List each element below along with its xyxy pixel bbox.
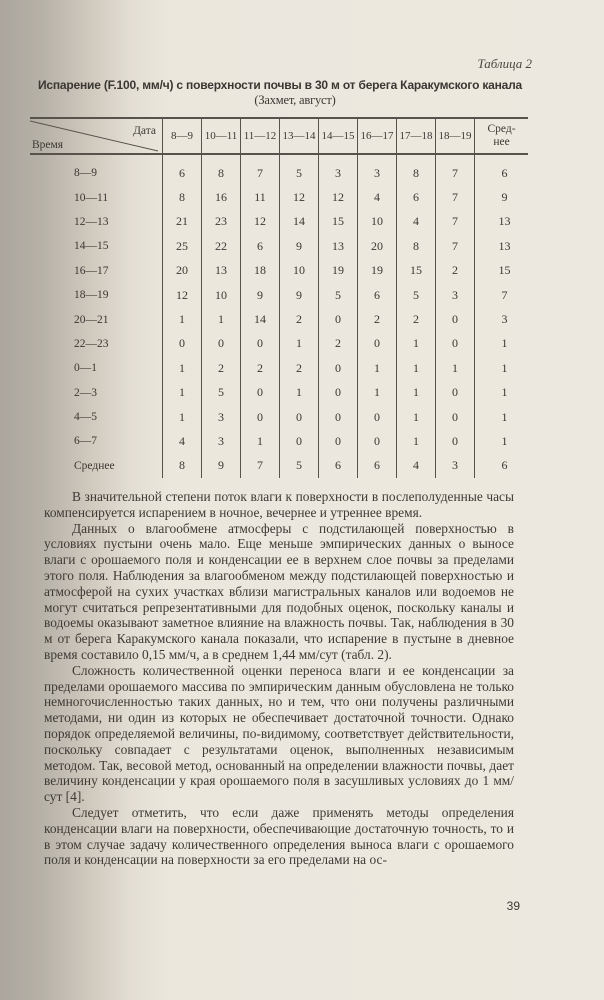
table-cell: 8 (397, 234, 436, 258)
table-cell: 8 (163, 185, 202, 209)
table-caption (30, 78, 530, 108)
table-cell: 6 (241, 234, 280, 258)
table-cell: 25 (163, 234, 202, 258)
table-row (30, 332, 528, 356)
table-cell: 5 (280, 154, 319, 185)
table-cell: 0 (241, 405, 280, 429)
table-cell: 7 (436, 154, 475, 185)
table-cell: 0 (319, 381, 358, 405)
table-cell: 7 (241, 454, 280, 478)
table-cell: 16 (202, 185, 241, 209)
table-cell: 0 (280, 405, 319, 429)
table-cell: 13 (319, 234, 358, 258)
paragraph: В значительной степени поток влаги к поверхности в послеполуденные часы компенсируется испарением в ночное, вечернее и утреннее время. (44, 489, 514, 520)
table-cell: 8 (202, 154, 241, 185)
table-cell: 1 (397, 381, 436, 405)
column-header: 16—17 (358, 118, 397, 154)
table-cell: 0 (358, 405, 397, 429)
table-cell: 0 (241, 332, 280, 356)
row-time-label: 8—9 (74, 167, 97, 180)
row-average-cell: 1 (475, 429, 529, 453)
table-cell: 9 (280, 283, 319, 307)
table-cell: 4 (358, 185, 397, 209)
table-cell: 4 (397, 454, 436, 478)
row-average-cell: 9 (475, 185, 529, 209)
table-cell: 20 (358, 234, 397, 258)
time-axis-label: Время (32, 139, 64, 151)
table-cell: 2 (397, 307, 436, 331)
table-cell: 1 (397, 405, 436, 429)
table-caption-subtitle: (Захмет, август) (254, 93, 336, 107)
table-cell: 13 (202, 259, 241, 283)
table-cell: 0 (436, 381, 475, 405)
table-cell: 4 (163, 429, 202, 453)
table-cell: 1 (397, 356, 436, 380)
table-cell: 3 (319, 154, 358, 185)
table-row (30, 307, 528, 331)
row-average-cell: 1 (475, 405, 529, 429)
row-average-cell: 15 (475, 259, 529, 283)
table-cell: 10 (280, 259, 319, 283)
table-cell: 18 (241, 259, 280, 283)
table-cell: 1 (358, 356, 397, 380)
table-cell: 5 (280, 454, 319, 478)
row-average-cell: 6 (475, 454, 529, 478)
table-row (30, 210, 528, 234)
row-average-cell: 13 (475, 210, 529, 234)
table-cell: 5 (202, 381, 241, 405)
row-time-label: 6—7 (74, 435, 97, 448)
table-cell: 7 (241, 154, 280, 185)
average-header-line2: нее (493, 136, 510, 148)
table-cell: 9 (280, 234, 319, 258)
table-cell: 1 (397, 332, 436, 356)
table-body (30, 154, 528, 478)
table-row (30, 185, 528, 209)
table-cell: 19 (319, 259, 358, 283)
table-cell: 6 (358, 283, 397, 307)
table-cell: 1 (436, 356, 475, 380)
table-cell: 1 (163, 307, 202, 331)
table-cell: 10 (202, 283, 241, 307)
average-column-header (475, 118, 529, 154)
table-cell: 0 (319, 307, 358, 331)
table-row (30, 154, 528, 185)
table-cell: 11 (241, 185, 280, 209)
table-cell: 0 (436, 405, 475, 429)
table-cell: 9 (202, 454, 241, 478)
table-cell: 6 (319, 454, 358, 478)
column-header: 13—14 (280, 118, 319, 154)
row-average-cell: 3 (475, 307, 529, 331)
table-cell: 3 (202, 405, 241, 429)
table-cell: 1 (397, 429, 436, 453)
row-time-label: 0—1 (74, 362, 97, 375)
table-cell: 12 (241, 210, 280, 234)
table-cell: 1 (202, 307, 241, 331)
table-cell: 0 (436, 307, 475, 331)
row-average-cell: 1 (475, 381, 529, 405)
row-time-label: 20—21 (74, 313, 109, 326)
table-cell: 2 (436, 259, 475, 283)
table-cell: 15 (319, 210, 358, 234)
table-cell: 0 (436, 429, 475, 453)
table-cell: 6 (397, 185, 436, 209)
table-cell: 15 (397, 259, 436, 283)
table-cell: 2 (358, 307, 397, 331)
table-cell: 10 (358, 210, 397, 234)
row-time-label: 12—13 (74, 215, 109, 228)
table-row (30, 234, 528, 258)
table-cell: 7 (436, 210, 475, 234)
table-cell: 5 (319, 283, 358, 307)
table-row (30, 405, 528, 429)
table-cell: 0 (280, 429, 319, 453)
row-average-cell: 1 (475, 356, 529, 380)
table-cell: 1 (280, 332, 319, 356)
table-cell: 1 (163, 405, 202, 429)
table-cell: 21 (163, 210, 202, 234)
table-cell: 0 (358, 429, 397, 453)
table-cell: 14 (241, 307, 280, 331)
date-axis-label: Дата (133, 125, 156, 137)
table-number-label: Таблица 2 (477, 56, 532, 71)
row-time-label: 14—15 (74, 240, 109, 253)
table-corner-cell (30, 118, 163, 154)
table-cell: 5 (397, 283, 436, 307)
table-cell: 0 (202, 332, 241, 356)
row-average-cell: 13 (475, 234, 529, 258)
column-header: 18—19 (436, 118, 475, 154)
table-cell: 1 (163, 381, 202, 405)
column-header: 8—9 (163, 118, 202, 154)
table-row (30, 259, 528, 283)
average-header-line1: Сред- (487, 123, 516, 135)
row-time-label: Среднее (74, 459, 115, 472)
body-text (44, 489, 514, 868)
paragraph: Сложность количественной оценки переноса влаги и ее конденсации за пределами орошаемого массива по эмпирическим данным обусловлена не только немногочисленностью таких данных, но и тем, что они получены различными методами, ни один из которых не обеспечивает достаточной точности. Однако порядок определяемой величины, по-видимому, соответствует действительности, поскольку совпадает с результатами оценок, выполненных независимым методом. Так, весовой метод, основанный на определении влажности почвы, дает величину конденсации у края орошаемого поля в засушливых условиях до 1 мм/сут [4]. (44, 662, 514, 805)
row-average-cell: 6 (475, 154, 529, 185)
table-cell: 0 (358, 332, 397, 356)
table-cell: 8 (163, 454, 202, 478)
table-cell: 0 (163, 332, 202, 356)
column-header: 17—18 (397, 118, 436, 154)
table-cell: 12 (319, 185, 358, 209)
table-cell: 2 (319, 332, 358, 356)
row-time-label: 22—23 (74, 337, 109, 350)
table-cell: 7 (436, 185, 475, 209)
column-header: 14—15 (319, 118, 358, 154)
table-cell: 3 (358, 154, 397, 185)
row-average-cell: 1 (475, 332, 529, 356)
table-cell: 9 (241, 283, 280, 307)
table-cell: 1 (358, 381, 397, 405)
table-cell: 3 (436, 283, 475, 307)
table-row (30, 381, 528, 405)
paragraph: Следует отметить, что если даже применять методы определения конденсации влаги на поверхности, обеспечивающие достаточную точность, то и в этом случае задачу количественного определения выноса влаги с орошаемого поля и конденсации на поверхности за его пределами на ос- (44, 804, 514, 868)
table-cell: 2 (280, 356, 319, 380)
table-cell: 1 (163, 356, 202, 380)
table-cell: 12 (163, 283, 202, 307)
column-header: 10—11 (202, 118, 241, 154)
table-row (30, 356, 528, 380)
row-time-label: 16—17 (74, 264, 109, 277)
table-cell: 0 (319, 429, 358, 453)
table-cell: 23 (202, 210, 241, 234)
table-cell: 22 (202, 234, 241, 258)
table-cell: 0 (319, 405, 358, 429)
table-cell: 2 (280, 307, 319, 331)
table-cell: 0 (319, 356, 358, 380)
table-cell: 6 (163, 154, 202, 185)
table-cell: 0 (436, 332, 475, 356)
table-cell: 8 (397, 154, 436, 185)
table-cell: 0 (241, 381, 280, 405)
table-cell: 6 (358, 454, 397, 478)
table-caption-title: Испарение (F.100, мм/ч) с поверхности почвы в 30 м от берега Каракумского канала (37, 78, 523, 92)
table-header-row (30, 118, 528, 154)
table-cell: 19 (358, 259, 397, 283)
table-cell: 1 (280, 381, 319, 405)
page-number: 39 (506, 899, 520, 913)
table-cell: 4 (397, 210, 436, 234)
row-time-label: 2—3 (74, 386, 97, 399)
evaporation-table (30, 117, 528, 478)
table-cell: 14 (280, 210, 319, 234)
table-cell: 7 (436, 234, 475, 258)
table-cell: 2 (202, 356, 241, 380)
row-time-label: 18—19 (74, 289, 109, 302)
row-average-cell: 7 (475, 283, 529, 307)
table-cell: 20 (163, 259, 202, 283)
table-row (30, 283, 528, 307)
table-row (30, 429, 528, 453)
row-time-label: 4—5 (74, 411, 97, 424)
table-cell: 3 (436, 454, 475, 478)
table-cell: 12 (280, 185, 319, 209)
table-row (30, 454, 528, 478)
table-cell: 2 (241, 356, 280, 380)
row-time-label: 10—11 (74, 191, 109, 204)
table-cell: 1 (241, 429, 280, 453)
table-cell: 3 (202, 429, 241, 453)
paragraph: Данных о влагообмене атмосферы с подстилающей поверхностью в условиях пустыни очень мало. Еще меньше эмпирических данных о выносе влаги с орошаемого поля и конденсации ее в верхнем слое почвы за пределами этого поля. Наблюдения за влагообменом между подстилающей поверхностью и атмосферой на сухих участках вблизи магистральных каналов или водоемов не могут считаться репрезентативными для подобных оценок, поскольку каналы и водоемы оказывают заметное влияние на влажность почвы. Так, наблюдения в 30 м от берега Каракумского канала показали, что испарение в пустыне в дневное время составило 0,15 мм/ч, а в среднем 1,44 мм/сут (табл. 2). (44, 520, 514, 662)
column-header: 11—12 (241, 118, 280, 154)
